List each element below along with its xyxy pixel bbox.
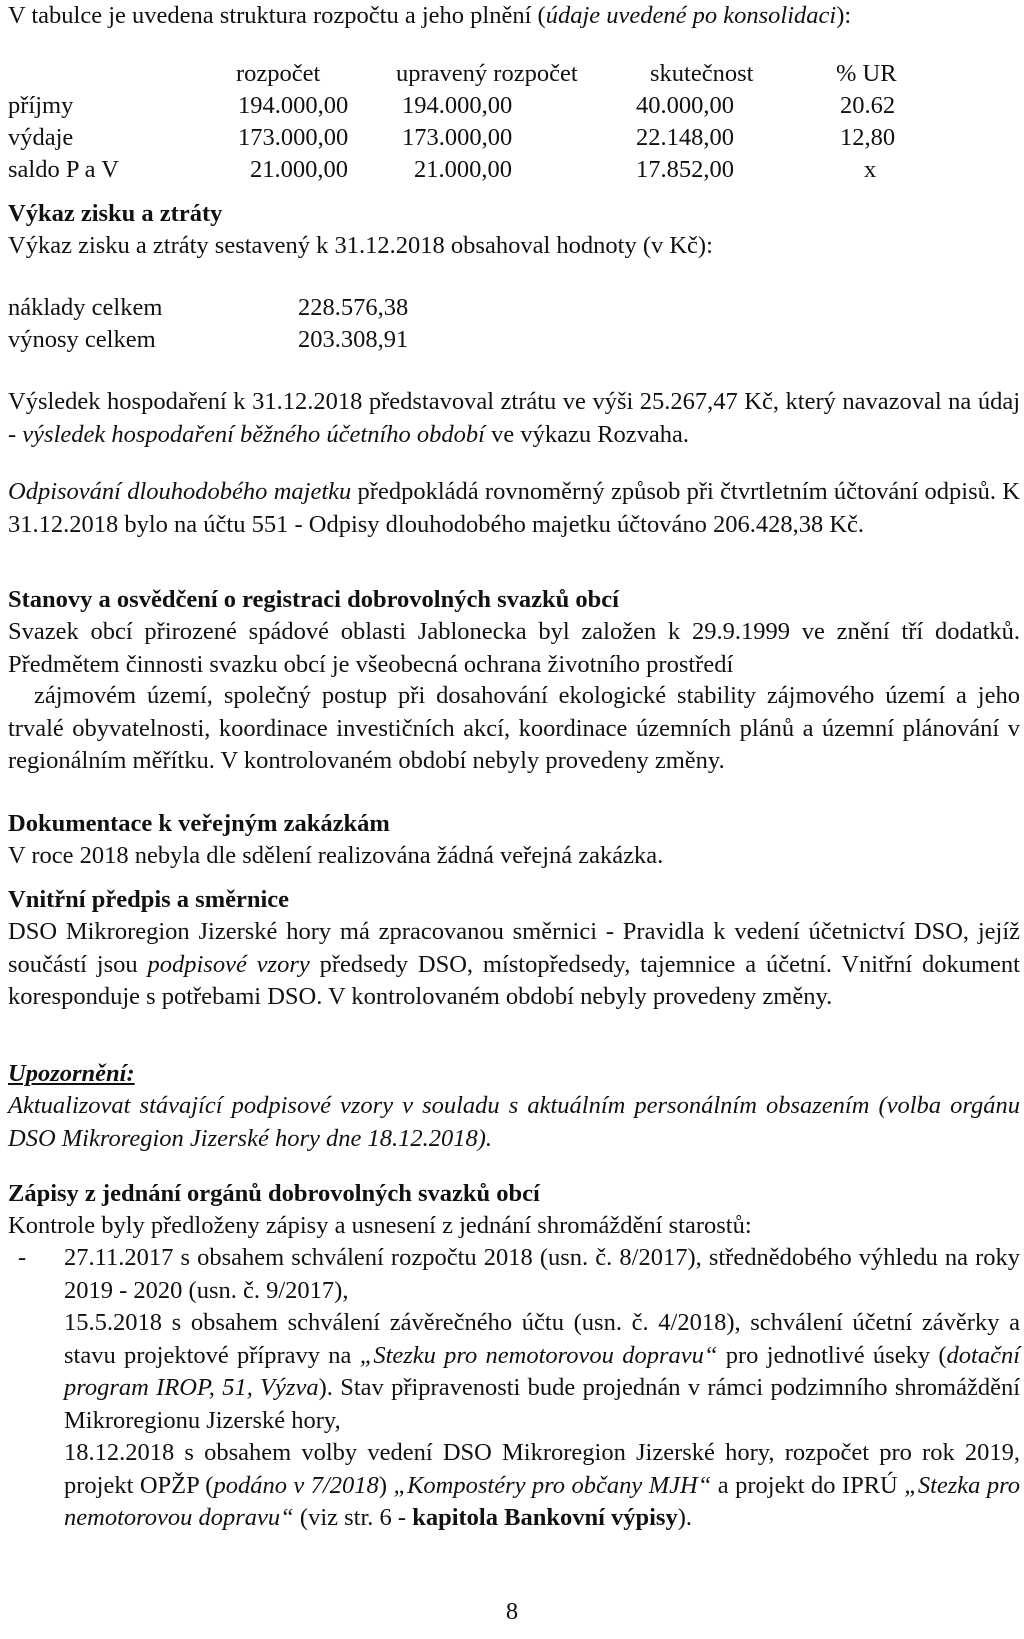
minutes-list xyxy=(8,1242,1020,1535)
item3-text-d: (viz str. 6 - xyxy=(293,1504,413,1531)
item3-italic-1: podáno v 7/2018 xyxy=(213,1471,379,1499)
list-item xyxy=(8,1307,1020,1437)
intro-italic: údaje uvedené po konsolidaci xyxy=(545,2,837,29)
intro-text: V tabulce je uvedena struktura rozpočtu a jeho plnění ( xyxy=(8,2,546,29)
item2-italic-1: „Stezku pro nemotorovou dopravu“ xyxy=(359,1341,718,1369)
cell-actual: 40.000,00 xyxy=(636,92,734,119)
header-adjusted-budget: upravený rozpočet xyxy=(396,60,578,87)
cell-actual: 22.148,00 xyxy=(636,124,734,151)
cell-budget: 173.000,00 xyxy=(238,124,349,151)
item3-bold: kapitola Bankovní výpisy xyxy=(412,1504,678,1531)
procurement-text: V roce 2018 nebyla dle sdělení realizována žádná veřejná zakázka. xyxy=(8,842,664,869)
header-actual: skutečnost xyxy=(650,60,754,87)
row-label: saldo P a V xyxy=(8,156,119,183)
profit-loss-intro: Výkaz zisku a ztráty sestavený k 31.12.2018 obsahoval hodnoty (v Kč): xyxy=(8,232,713,259)
minutes-item-1: 27.11.2017 s obsahem schválení rozpočtu 2018 (usn. č. 8/2017), střednědobého výhledu na roky 2019 - 2020 (usn. č. 9/2017), xyxy=(64,1244,1020,1304)
cell-percent: 12,80 xyxy=(840,124,896,151)
statutes-heading: Stanovy a osvědčení o registraci dobrovolných svazků obcí xyxy=(8,586,619,613)
internal-rules-heading: Vnitřní předpis a směrnice xyxy=(8,886,290,913)
depreciation-paragraph xyxy=(8,476,1020,541)
item2-text-c: ). Stav připravenosti bude projednán v rámci podzimního shromáždění Mikroregionu Jizerské hory, xyxy=(64,1374,1020,1434)
statutes-p2: zájmovém území, společný postup při dosahování ekologické stability zájmového území a jeho trvalé obyvatelnosti, koordinace investičních akcí, koordinace územních plánů a územní plánování v regionálním měřítku. V kontrolovaném období nebyly provedeny změny. xyxy=(8,682,1020,774)
depreciation-italic: Odpisování dlouhodobého majetku xyxy=(8,478,352,505)
dash-bullet: - xyxy=(18,1244,27,1271)
item3-text-e: ). xyxy=(677,1504,693,1531)
item3-italic-3: „Stezka pro nemotorovou dopravu“ xyxy=(64,1471,1020,1531)
internal-rules-paragraph xyxy=(8,916,1020,1014)
item-label: náklady celkem xyxy=(8,294,163,321)
item2-text-b: pro jednotlivé úseky ( xyxy=(717,1341,947,1369)
rules-italic: podpisové vzory xyxy=(147,950,310,978)
intro-paragraph xyxy=(8,0,1020,33)
list-item xyxy=(8,1437,1020,1535)
item3-text-a: 18.12.2018 s obsahem volby vedení DSO Mikroregion Jizerské hory, rozpočet pro rok 2019, projekt OPŽP ( xyxy=(64,1439,1020,1499)
item2-text-a: 15.5.2018 s obsahem schválení závěrečného účtu (usn. č. 4/2018), schválení účetní závěrky a stavu projektové přípravy na xyxy=(64,1309,1020,1369)
cell-adjusted: 21.000,00 xyxy=(414,156,512,183)
result-text: Výsledek hospodaření k 31.12.2018 představoval ztrátu ve výši 25.267,47 Kč, který navazoval na údaj - xyxy=(8,388,1020,448)
cell-percent: x xyxy=(864,156,877,183)
cell-percent: 20.62 xyxy=(840,92,896,119)
header-percent: % UR xyxy=(836,60,897,87)
row-label: výdaje xyxy=(8,124,74,151)
item-label: výnosy celkem xyxy=(8,326,156,353)
page-number: 8 xyxy=(505,1598,519,1625)
row-label: příjmy xyxy=(8,92,74,119)
list-item xyxy=(8,1242,1020,1307)
item3-text-b: ) xyxy=(378,1471,394,1499)
item3-italic-2: „Kompostéry pro občany MJH“ xyxy=(393,1471,712,1499)
item-value: 203.308,91 xyxy=(298,326,409,353)
result-italic: výsledek hospodaření běžného účetního období xyxy=(22,420,485,448)
result-paragraph xyxy=(8,386,1020,451)
cell-actual: 17.852,00 xyxy=(636,156,734,183)
rules-text-b: předsedy DSO, místopředsedy, tajemnice a účetní. Vnitřní dokument koresponduje s potřebami DSO. V kontrolovaném období nebyly provedeny změny. xyxy=(8,950,1020,1010)
item3-text-c: a projekt do IPRÚ xyxy=(711,1471,905,1499)
header-budget: rozpočet xyxy=(236,60,321,87)
result-end: ve výkazu Rozvaha. xyxy=(484,420,690,448)
procurement-heading: Dokumentace k veřejným zakázkám xyxy=(8,810,390,837)
warning-heading: Upozornění: xyxy=(8,1060,135,1087)
cell-adjusted: 194.000,00 xyxy=(402,92,513,119)
minutes-intro: Kontrole byly předloženy zápisy a usnesení z jednání shromáždění starostů: xyxy=(8,1212,752,1239)
cell-budget: 194.000,00 xyxy=(238,92,349,119)
cell-budget: 21.000,00 xyxy=(250,156,348,183)
minutes-heading: Zápisy z jednání orgánů dobrovolných svazků obcí xyxy=(8,1180,540,1207)
item2-italic-2: dotační program IROP, 51, Výzva xyxy=(64,1341,1021,1401)
profit-loss-heading: Výkaz zisku a ztráty xyxy=(8,200,223,227)
depreciation-text: předpokládá rovnoměrný způsob při čtvrtletním účtování odpisů. K 31.12.2018 bylo na účtu 551 - Odpisy dlouhodobého majetku účtováno 206.428,38 Kč. xyxy=(8,478,1020,538)
cell-adjusted: 173.000,00 xyxy=(402,124,513,151)
rules-text-a: DSO Mikroregion Jizerské hory má zpracovanou směrnici - Pravidla k vedení účetnictví DSO, jejíž součástí jsou xyxy=(8,918,1020,978)
item-value: 228.576,38 xyxy=(298,294,409,321)
warning-text: Aktualizovat stávající podpisové vzory v souladu s aktuálním personálním obsazením (volba orgánu DSO Mikroregion Jizerské hory dne 18.12.2018). xyxy=(8,1092,1020,1152)
statutes-p1: Svazek obcí přirozené spádové oblasti Jablonecka byl založen k 29.9.1999 ve znění tří dodatků. Předmětem činnosti svazku obcí je všeobecná ochrana životního prostředí xyxy=(8,618,1020,678)
intro-end: ): xyxy=(836,2,852,29)
